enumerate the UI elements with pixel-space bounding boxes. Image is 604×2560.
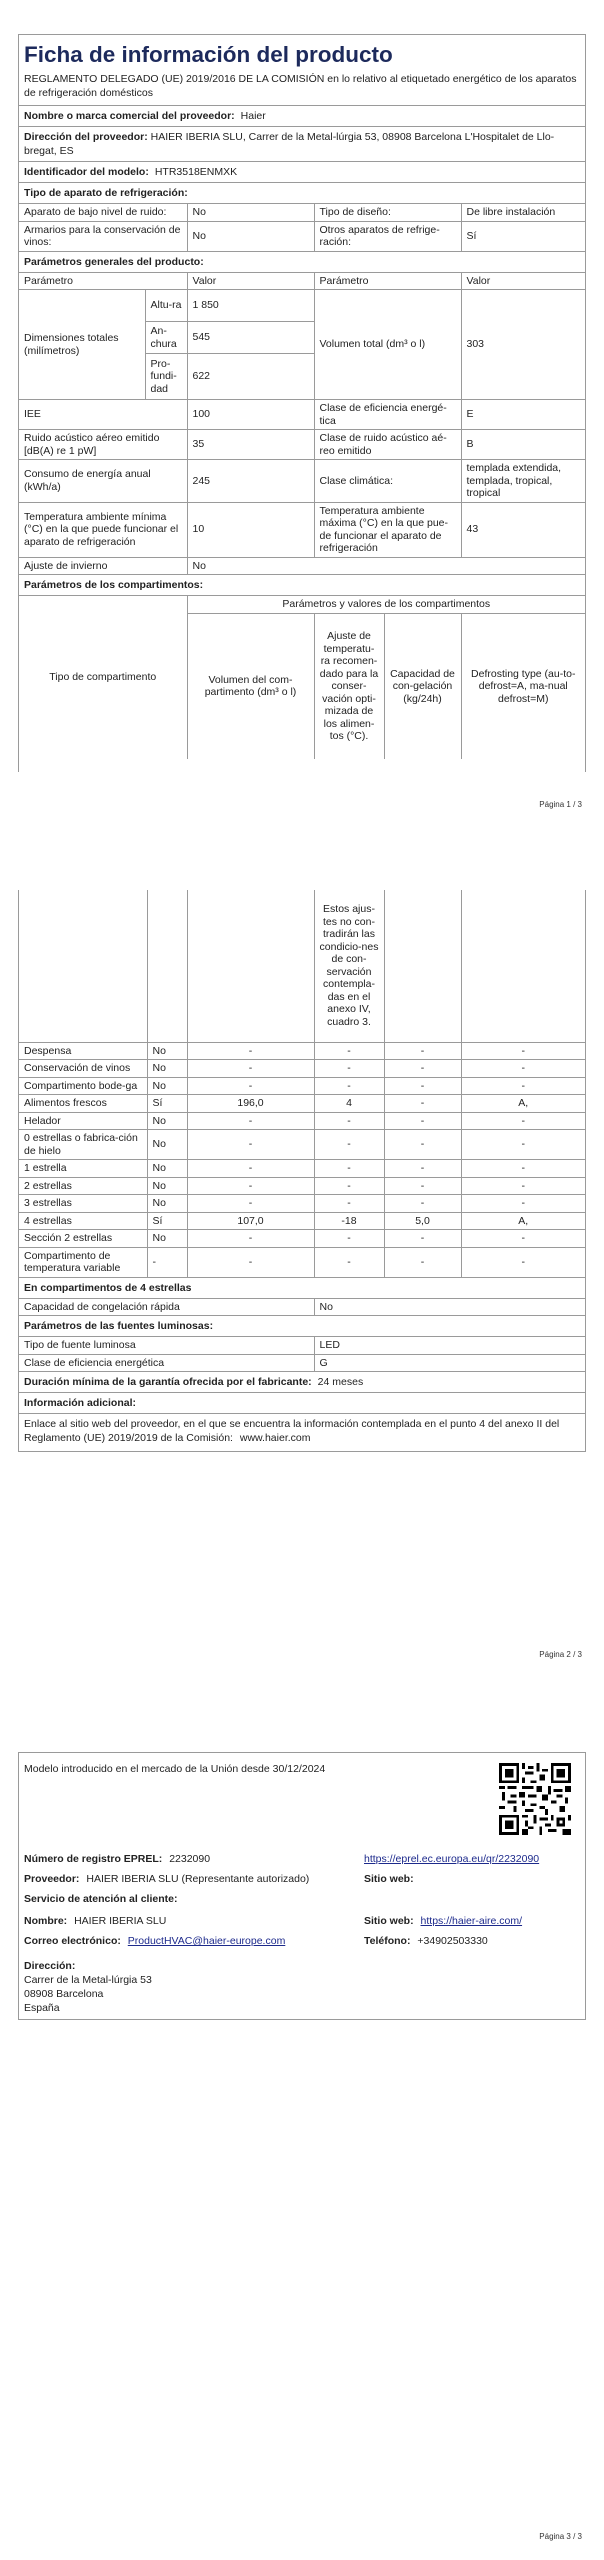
compartment-volume: 196,0 bbox=[187, 1095, 314, 1113]
compartment-name: Despensa bbox=[19, 1042, 147, 1060]
model-value: HTR3518ENMXK bbox=[154, 166, 238, 178]
compartment-defrost: - bbox=[461, 1160, 585, 1178]
compartment-row bbox=[19, 1130, 585, 1160]
compartment-freeze: - bbox=[384, 1042, 461, 1060]
eprel-row bbox=[24, 1853, 210, 1865]
compartment-name: 4 estrellas bbox=[19, 1212, 147, 1230]
depth-value: 622 bbox=[187, 354, 314, 400]
energy-label: Consumo de energía anual (kWh/a) bbox=[19, 460, 187, 503]
light-table bbox=[19, 1336, 585, 1372]
compartment-volume: - bbox=[187, 1230, 314, 1248]
email-row bbox=[24, 1935, 285, 1947]
provider-value: HAIER IBERIA SLU (Representante autorizado) bbox=[86, 1873, 310, 1885]
appliance-type-heading: Tipo de aparato de refrigeración: bbox=[19, 182, 585, 203]
page-number: Página 1 / 3 bbox=[539, 800, 582, 809]
compartment-freeze: - bbox=[384, 1160, 461, 1178]
regulation-text: REGLAMENTO DELEGADO (UE) 2019/2016 DE LA COMISIÓN en lo relativo al etiquetado energético de los aparatos de refrigeración domésticos bbox=[24, 73, 577, 99]
compartment-volume: - bbox=[187, 1177, 314, 1195]
page-3 bbox=[0, 1750, 604, 2560]
noise-class-value: B bbox=[461, 430, 585, 460]
compartments-heading: Parámetros de los compartimentos: bbox=[24, 579, 204, 591]
light-type-value: LED bbox=[314, 1337, 585, 1355]
website2-row bbox=[364, 1915, 522, 1927]
email-link[interactable]: ProductHVAC@haier-europe.com bbox=[127, 1935, 286, 1947]
compartment-volume: - bbox=[187, 1077, 314, 1095]
warranty-row bbox=[19, 1372, 585, 1392]
temp-note: Estos ajus-tes no con-tradirán las condicio-nes de con-servación contempla-das en el anexo IV, cuadro 3. bbox=[314, 890, 384, 1042]
noise-label: Ruido acústico aéreo emitido [dB(A) re 1 pW] bbox=[19, 430, 187, 460]
phone-label: Teléfono: bbox=[364, 1935, 411, 1947]
climate-label: Clase climática: bbox=[314, 460, 461, 503]
max-temp-label: Temperatura ambiente máxima (°C) en la que pue-de funcionar el aparato de refrigeración bbox=[314, 502, 461, 557]
compartment-row bbox=[19, 1060, 585, 1078]
compartment-present: No bbox=[147, 1112, 187, 1130]
additional-url: www.haier.com bbox=[239, 1432, 311, 1444]
compartment-volume: - bbox=[187, 1060, 314, 1078]
compartment-row bbox=[19, 1247, 585, 1277]
compartment-freeze: - bbox=[384, 1095, 461, 1113]
compartment-present: No bbox=[147, 1130, 187, 1160]
supplier-name-value: Haier bbox=[240, 110, 266, 122]
fast-freeze-value: No bbox=[314, 1298, 585, 1316]
iee-label: IEE bbox=[19, 400, 187, 430]
compartment-name: Helador bbox=[19, 1112, 147, 1130]
compartment-present: Sí bbox=[147, 1095, 187, 1113]
compartment-present: No bbox=[147, 1042, 187, 1060]
compartment-defrost: - bbox=[461, 1077, 585, 1095]
page-number: Página 3 / 3 bbox=[539, 2532, 582, 2541]
address-label: Dirección: bbox=[24, 1960, 76, 1972]
col-freeze-header: Capacidad de con-gelación (kg/24h) bbox=[384, 613, 461, 759]
col-volume-header: Volumen del com-partimento (dm³ o l) bbox=[187, 613, 314, 759]
compartments-table bbox=[19, 890, 585, 1278]
provider-row bbox=[24, 1873, 309, 1885]
compartment-row bbox=[19, 1230, 585, 1248]
address-block bbox=[24, 1959, 152, 2015]
compartment-type-header: Tipo de compartimento bbox=[19, 596, 187, 760]
compartment-temp: - bbox=[314, 1130, 384, 1160]
website2-label: Sitio web: bbox=[364, 1915, 414, 1927]
width-value: 545 bbox=[187, 322, 314, 354]
eff-class-label: Clase de eficiencia energé-tica bbox=[314, 400, 461, 430]
compartment-temp: - bbox=[314, 1177, 384, 1195]
compartment-name: 3 estrellas bbox=[19, 1195, 147, 1213]
provider-label: Proveedor: bbox=[24, 1873, 80, 1885]
page-title: Ficha de información del producto bbox=[24, 42, 393, 67]
min-temp-value: 10 bbox=[187, 502, 314, 557]
compartment-defrost: - bbox=[461, 1247, 585, 1277]
supplier-address-row bbox=[19, 126, 585, 161]
compartment-name: Alimentos frescos bbox=[19, 1095, 147, 1113]
compartment-temp: - bbox=[314, 1060, 384, 1078]
page-2 bbox=[0, 880, 604, 1700]
compartment-name: 1 estrella bbox=[19, 1160, 147, 1178]
iee-value: 100 bbox=[187, 400, 314, 430]
compartment-temp: - bbox=[314, 1160, 384, 1178]
compartment-row bbox=[19, 1195, 585, 1213]
low-noise-value: No bbox=[187, 204, 314, 222]
product-sheet-box bbox=[18, 34, 586, 772]
other-value: Sí bbox=[461, 221, 585, 251]
name-value: HAIER IBERIA SLU bbox=[74, 1915, 167, 1927]
fast-freeze-table bbox=[19, 1298, 585, 1317]
compartment-row bbox=[19, 1112, 585, 1130]
compartment-freeze: - bbox=[384, 1060, 461, 1078]
compartment-present: No bbox=[147, 1077, 187, 1095]
compartment-defrost: - bbox=[461, 1112, 585, 1130]
compartment-volume: 107,0 bbox=[187, 1212, 314, 1230]
low-noise-label: Aparato de bajo nivel de ruido: bbox=[19, 204, 187, 222]
compartment-volume: - bbox=[187, 1130, 314, 1160]
height-label: Altu-ra bbox=[145, 290, 187, 322]
phone-value: +34902503330 bbox=[417, 1935, 488, 1947]
market-date: Modelo introducido en el mercado de la Unión desde 30/12/2024 bbox=[24, 1763, 326, 1775]
width-label: An-chura bbox=[145, 322, 187, 354]
design-type-label: Tipo de diseño: bbox=[314, 204, 461, 222]
model-row bbox=[19, 161, 585, 182]
compartment-freeze: - bbox=[384, 1130, 461, 1160]
compartment-temp: - bbox=[314, 1247, 384, 1277]
compartment-temp: - bbox=[314, 1195, 384, 1213]
model-label: Identificador del modelo: bbox=[24, 166, 149, 178]
eprel-link[interactable]: https://eprel.ec.europa.eu/qr/2232090 bbox=[364, 1853, 540, 1865]
compartment-freeze: 5,0 bbox=[384, 1212, 461, 1230]
dims-label: Dimensiones totales (milímetros) bbox=[19, 290, 145, 400]
page-number: Página 2 / 3 bbox=[539, 1650, 582, 1659]
compartment-defrost: - bbox=[461, 1195, 585, 1213]
max-temp-value: 43 bbox=[461, 502, 585, 557]
compartment-present: - bbox=[147, 1247, 187, 1277]
compartment-temp: - bbox=[314, 1077, 384, 1095]
compartment-name: Sección 2 estrellas bbox=[19, 1230, 147, 1248]
compartment-volume: - bbox=[187, 1042, 314, 1060]
compartment-name: 0 estrellas o fabrica-ción de hielo bbox=[19, 1130, 147, 1160]
fast-freeze-label: Capacidad de congelación rápida bbox=[19, 1298, 314, 1316]
compartment-defrost: A, bbox=[461, 1095, 585, 1113]
product-sheet-box-continued bbox=[18, 890, 586, 1452]
compartment-defrost: - bbox=[461, 1177, 585, 1195]
general-params-heading: Parámetros generales del producto: bbox=[24, 255, 204, 268]
email-label: Correo electrónico: bbox=[24, 1935, 121, 1947]
compartment-row bbox=[19, 1212, 585, 1230]
compartment-present: No bbox=[147, 1160, 187, 1178]
compartment-row bbox=[19, 1077, 585, 1095]
compartment-present: No bbox=[147, 1177, 187, 1195]
light-class-label: Clase de eficiencia energética bbox=[19, 1354, 314, 1372]
compartment-defrost: - bbox=[461, 1042, 585, 1060]
compartment-temp: -18 bbox=[314, 1212, 384, 1230]
compartment-row bbox=[19, 1042, 585, 1060]
height-value: 1 850 bbox=[187, 290, 314, 322]
compartment-defrost: - bbox=[461, 1130, 585, 1160]
compartment-row bbox=[19, 1160, 585, 1178]
param-header-2: Parámetro bbox=[314, 272, 461, 290]
compartments-header-table bbox=[19, 595, 585, 759]
compartment-volume: - bbox=[187, 1247, 314, 1277]
supplier-name-label: Nombre o marca comercial del proveedor: bbox=[24, 110, 235, 122]
additional-heading: Información adicional: bbox=[19, 1392, 585, 1413]
service-heading: Servicio de atención al cliente: bbox=[24, 1893, 178, 1905]
compartment-present: No bbox=[147, 1060, 187, 1078]
compartment-name: Compartimento bode-ga bbox=[19, 1077, 147, 1095]
light-class-value: G bbox=[314, 1354, 585, 1372]
eff-class-value: E bbox=[461, 400, 585, 430]
compartment-temp: 4 bbox=[314, 1095, 384, 1113]
energy-value: 245 bbox=[187, 460, 314, 503]
phone-row bbox=[364, 1935, 488, 1947]
compartment-volume: - bbox=[187, 1160, 314, 1178]
general-params-table bbox=[19, 272, 585, 576]
compartment-name: Conservación de vinos bbox=[19, 1060, 147, 1078]
warranty-label: Duración mínima de la garantía ofrecida por el fabricante: bbox=[24, 1376, 312, 1388]
four-star-heading: En compartimentos de 4 estrellas bbox=[24, 1281, 192, 1294]
compartment-temp: - bbox=[314, 1042, 384, 1060]
compartment-params-header: Parámetros y valores de los compartimentos bbox=[187, 596, 585, 614]
compartment-volume: - bbox=[187, 1112, 314, 1130]
compartment-freeze: - bbox=[384, 1077, 461, 1095]
compartment-present: Sí bbox=[147, 1212, 187, 1230]
wine-value: No bbox=[187, 221, 314, 251]
compartment-defrost: - bbox=[461, 1230, 585, 1248]
compartment-present: No bbox=[147, 1230, 187, 1248]
value-header: Valor bbox=[187, 272, 314, 290]
warranty-value: 24 meses bbox=[317, 1376, 364, 1388]
compartment-defrost: A, bbox=[461, 1212, 585, 1230]
noise-class-label: Clase de ruido acústico aé-reo emitido bbox=[314, 430, 461, 460]
eprel-label: Número de registro EPREL: bbox=[24, 1853, 163, 1865]
min-temp-label: Temperatura ambiente mínima (°C) en la que puede funcionar el aparato de refrigeración bbox=[19, 502, 187, 557]
additional-description: Enlace al sitio web del proveedor, en el que se encuentra la información contemplada en el punto 4 del anexo II del Reglamento (UE) 2019/2019 de la Comisión: bbox=[24, 1418, 560, 1444]
col-temp-header: Ajuste de temperatu-ra recomen-dado para la conser-vación opti-mizada de los alimen-tos (°C). bbox=[314, 613, 384, 759]
page-1 bbox=[0, 0, 604, 820]
compartment-freeze: - bbox=[384, 1247, 461, 1277]
compartment-row bbox=[19, 1095, 585, 1113]
qr-code bbox=[499, 1763, 571, 1835]
address-line-1: Carrer de la Metal-lúrgia 53 bbox=[24, 1974, 152, 1986]
noise-value: 35 bbox=[187, 430, 314, 460]
climate-value: templada extendida, templada, tropical, tropical bbox=[461, 460, 585, 503]
light-type-label: Tipo de fuente luminosa bbox=[19, 1337, 314, 1355]
design-type-value: De libre instalación bbox=[461, 204, 585, 222]
light-heading: Parámetros de las fuentes luminosas: bbox=[24, 1320, 214, 1332]
compartment-temp: - bbox=[314, 1230, 384, 1248]
eprel-value: 2232090 bbox=[169, 1853, 211, 1865]
volume-label: Volumen total (dm³ o l) bbox=[314, 290, 461, 400]
compartment-temp: - bbox=[314, 1112, 384, 1130]
winter-label: Ajuste de invierno bbox=[19, 557, 187, 575]
additional-text bbox=[19, 1413, 585, 1451]
compartment-freeze: - bbox=[384, 1230, 461, 1248]
value-header-2: Valor bbox=[461, 272, 585, 290]
compartment-volume: - bbox=[187, 1195, 314, 1213]
website-label: Sitio web: bbox=[364, 1873, 414, 1885]
volume-value: 303 bbox=[461, 290, 585, 400]
wine-label: Armarios para la conservación de vinos: bbox=[19, 221, 187, 251]
compartment-name: Compartimento de temperatura variable bbox=[19, 1247, 147, 1277]
param-header: Parámetro bbox=[19, 272, 187, 290]
address-line-2: 08908 Barcelona bbox=[24, 1988, 104, 2000]
supplier-address-value: HAIER IBERIA SLU, Carrer de la Metal-lúrgia 53, 08908 Barcelona L'Hospitalet de Llo-bregat, ES bbox=[24, 131, 555, 157]
winter-value: No bbox=[187, 557, 585, 575]
col-defrost-header: Defrosting type (au-to-defrost=A, ma-nual defrost=M) bbox=[461, 613, 585, 759]
website2-link[interactable]: https://haier-aire.com/ bbox=[420, 1915, 523, 1927]
supplier-address-label: Dirección del proveedor: bbox=[24, 131, 148, 143]
name-label: Nombre: bbox=[24, 1915, 68, 1927]
compartment-row bbox=[19, 1177, 585, 1195]
depth-label: Pro-fundi-dad bbox=[145, 354, 187, 400]
compartment-freeze: - bbox=[384, 1112, 461, 1130]
eprel-box bbox=[18, 1752, 586, 2020]
compartment-defrost: - bbox=[461, 1060, 585, 1078]
compartment-freeze: - bbox=[384, 1177, 461, 1195]
name-row bbox=[24, 1915, 166, 1927]
compartment-present: No bbox=[147, 1195, 187, 1213]
address-line-3: España bbox=[24, 2002, 60, 2014]
compartment-name: 2 estrellas bbox=[19, 1177, 147, 1195]
other-label: Otros aparatos de refrige-ración: bbox=[314, 221, 461, 251]
compartment-freeze: - bbox=[384, 1195, 461, 1213]
supplier-name-row bbox=[19, 105, 585, 126]
appliance-type-table bbox=[19, 203, 585, 252]
